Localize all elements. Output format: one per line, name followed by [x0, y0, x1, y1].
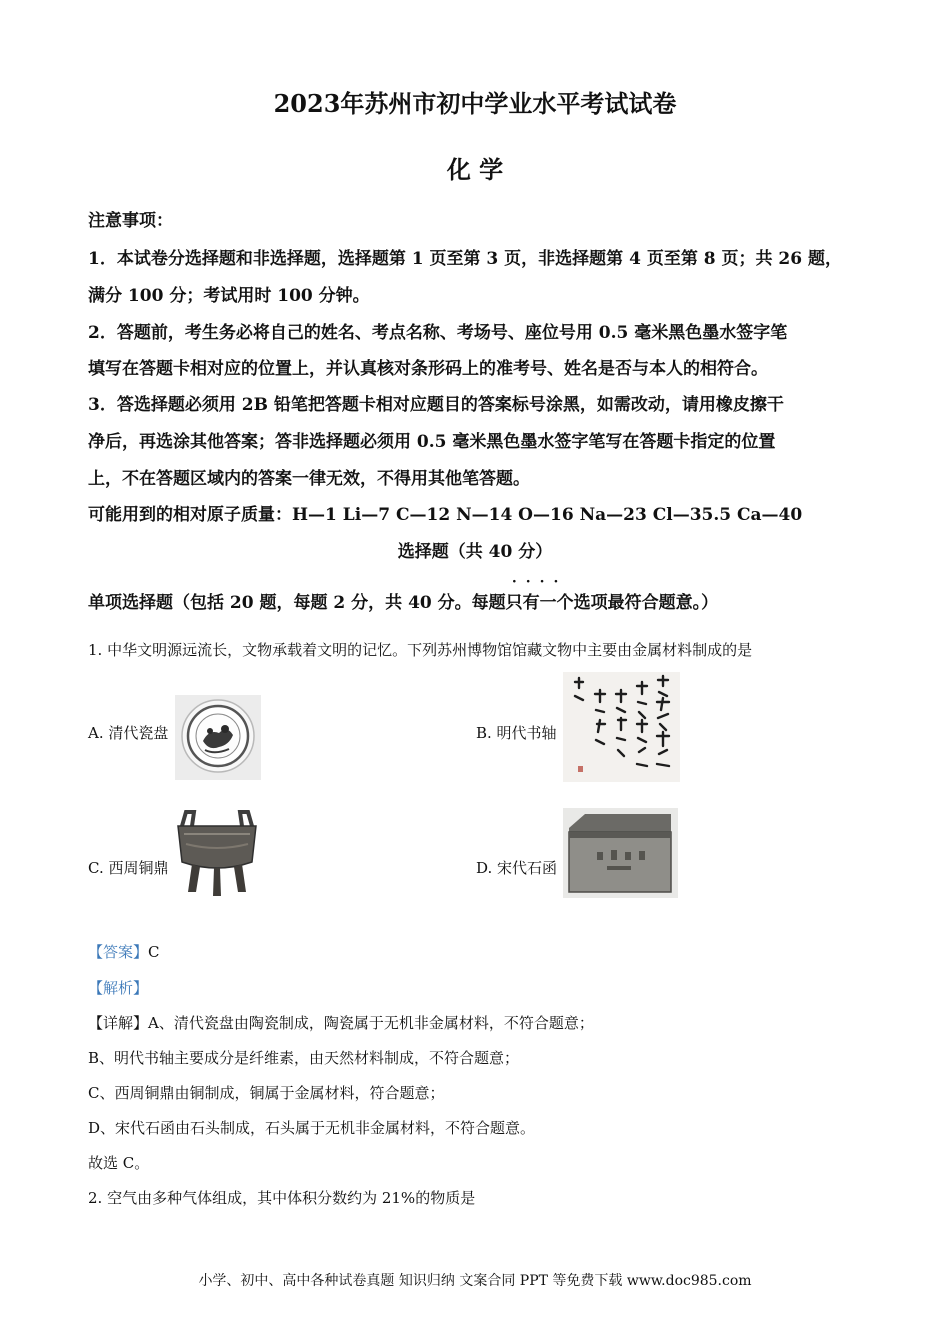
- instruction-emphasis: [505, 574, 574, 613]
- porcelain-plate-image: [175, 695, 261, 780]
- answer-line: [88, 941, 160, 962]
- question-1-stem: 1. 中华文明源远流长，文物承载着文明的记忆。下列苏州博物馆馆藏文物中主要由金属材料制成的是: [88, 641, 753, 659]
- detail-a-text: A、清代瓷盘由陶瓷制成，陶瓷属于无机非金属材料，不符合题意；: [148, 1014, 594, 1032]
- section-instruction: [88, 574, 719, 613]
- notes-line: 1．本试卷分选择题和非选择题，选择题第 1 页至第 3 页，非选择题第 4 页至第 8 页；共 26 题，: [88, 249, 842, 269]
- bronze-ding-image: [172, 810, 262, 898]
- notes-line: 填写在答题卡相对应的位置上，并认真核对条形码上的准考号、姓名是否与本人的相符合。: [88, 359, 768, 379]
- page-title: 2023年苏州市初中学业水平考试试卷: [273, 89, 677, 118]
- detail-a: [88, 1012, 594, 1033]
- detail-b: B、明代书轴主要成分是纤维素，由天然材料制成，不符合题意；: [88, 1049, 520, 1067]
- notes-line: 3．答选择题必须用 2B 铅笔把答题卡相对应题目的答案标号涂黑，如需改动，请用橡皮擦干: [88, 395, 784, 415]
- option-b-label: B. 明代书轴: [476, 724, 557, 742]
- calligraphy-scroll-image: [563, 672, 680, 782]
- answer-value: C: [148, 943, 160, 961]
- analysis-label: 【解析】: [88, 979, 149, 997]
- detail-d: D、宋代石函由石头制成，石头属于无机非金属材料，不符合题意。: [88, 1119, 536, 1137]
- option-c-label: C. 西周铜鼎: [88, 859, 169, 877]
- atomic-mass-line: 可能用到的相对原子质量：H—1 Li—7 C—12 N—14 O—16 Na—23 Cl—35.5 Ca—40: [88, 505, 803, 525]
- subject-title: 化 学: [446, 155, 504, 184]
- notes-line: 2．答题前，考生务必将自己的姓名、考点名称、考场号、座位号用 0.5 毫米黑色墨水签字笔: [88, 323, 788, 343]
- page-footer: 小学、初中、高中各种试卷真题 知识归纳 文案合同 PPT 等免费下载 www.doc985.com: [198, 1273, 752, 1289]
- answer-label: 【答案】: [88, 943, 149, 961]
- instruction-post: 选项最符合题意。）: [573, 593, 719, 613]
- detail-label: 【详解】: [88, 1014, 149, 1032]
- notes-heading: 注意事项：: [88, 211, 173, 231]
- conclusion: 故选 C。: [88, 1154, 150, 1172]
- emphasis-dots: ····: [511, 574, 568, 590]
- section-title: 选择题（共 40 分）: [397, 542, 553, 562]
- instruction-emph-text: 只有一个: [505, 593, 574, 613]
- notes-line: 满分 100 分；考试用时 100 分钟。: [88, 286, 370, 306]
- question-2-stem: 2. 空气由多种气体组成，其中体积分数约为 21%的物质是: [88, 1189, 476, 1207]
- detail-c: C、西周铜鼎由铜制成，铜属于金属材料，符合题意；: [88, 1084, 445, 1102]
- notes-line: 上，不在答题区域内的答案一律无效，不得用其他笔答题。: [88, 469, 530, 489]
- stone-box-image: [563, 808, 678, 898]
- notes-line: 净后，再选涂其他答案；答非选择题必须用 0.5 毫米黑色墨水签字笔写在答题卡指定的位置: [88, 432, 776, 452]
- option-a-label: A. 清代瓷盘: [88, 724, 169, 742]
- option-d-label: D. 宋代石函: [476, 859, 558, 877]
- instruction-pre: 单项选择题（包括 20 题，每题 2 分，共 40 分。每题: [88, 593, 506, 613]
